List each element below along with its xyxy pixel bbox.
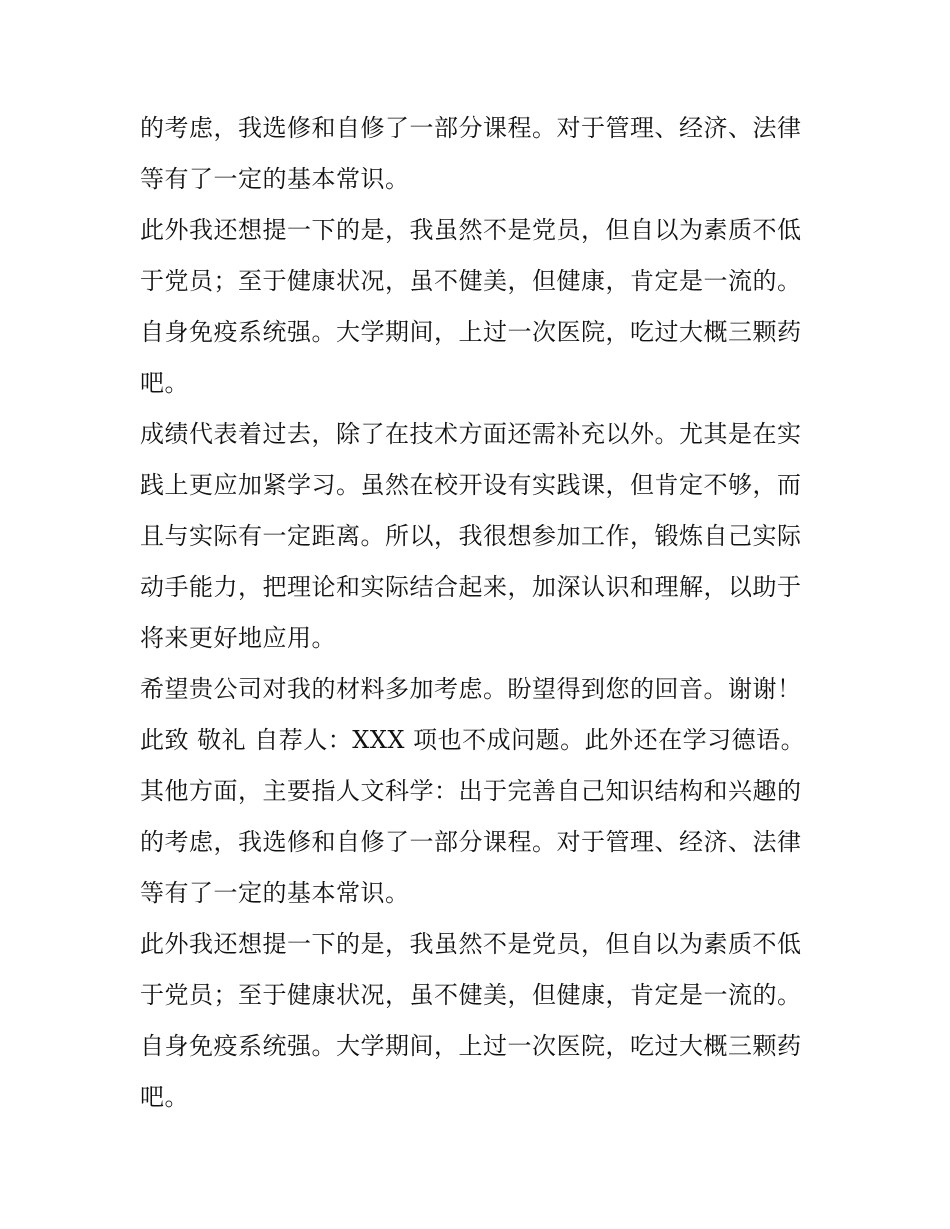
text-line: 践上更应加紧学习。虽然在校开设有实践课，但肯定不够，而 — [140, 471, 802, 499]
text-line: 吧。 — [140, 369, 189, 397]
text-line: 的考虑，我选修和自修了一部分课程。对于管理、经济、法律 — [140, 114, 802, 142]
text-line: 且与实际有一定距离。所以，我很想参加工作，锻炼自己实际 — [140, 522, 802, 550]
text-line: 吧。 — [140, 1083, 189, 1111]
text-line: 希望贵公司对我的材料多加考虑。盼望得到您的回音。谢谢！ — [140, 675, 802, 703]
text-line: 此致 敬礼 自荐人：XXX 项也不成问题。此外还在学习德语。 — [140, 726, 806, 754]
text-line: 其他方面，主要指人文科学：出于完善自己知识结构和兴趣的 — [140, 777, 802, 805]
document-body — [140, 103, 820, 1123]
text-line: 成绩代表着过去，除了在技术方面还需补充以外。尤其是在实 — [140, 420, 802, 448]
text-line: 等有了一定的基本常识。 — [140, 879, 410, 907]
text-line: 于党员；至于健康状况，虽不健美，但健康，肯定是一流的。 — [140, 267, 802, 295]
text-line: 将来更好地应用。 — [140, 624, 336, 652]
text-line: 于党员；至于健康状况，虽不健美，但健康，肯定是一流的。 — [140, 981, 802, 1009]
text-line: 等有了一定的基本常识。 — [140, 165, 410, 193]
text-line: 动手能力，把理论和实际结合起来，加深认识和理解，以助于 — [140, 573, 802, 601]
text-line: 自身免疫系统强。大学期间，上过一次医院，吃过大概三颗药 — [140, 318, 802, 346]
text-line: 自身免疫系统强。大学期间，上过一次医院，吃过大概三颗药 — [140, 1032, 802, 1060]
text-line: 的考虑，我选修和自修了一部分课程。对于管理、经济、法律 — [140, 828, 802, 856]
text-line: 此外我还想提一下的是，我虽然不是党员，但自以为素质不低 — [140, 930, 802, 958]
text-line: 此外我还想提一下的是，我虽然不是党员，但自以为素质不低 — [140, 216, 802, 244]
